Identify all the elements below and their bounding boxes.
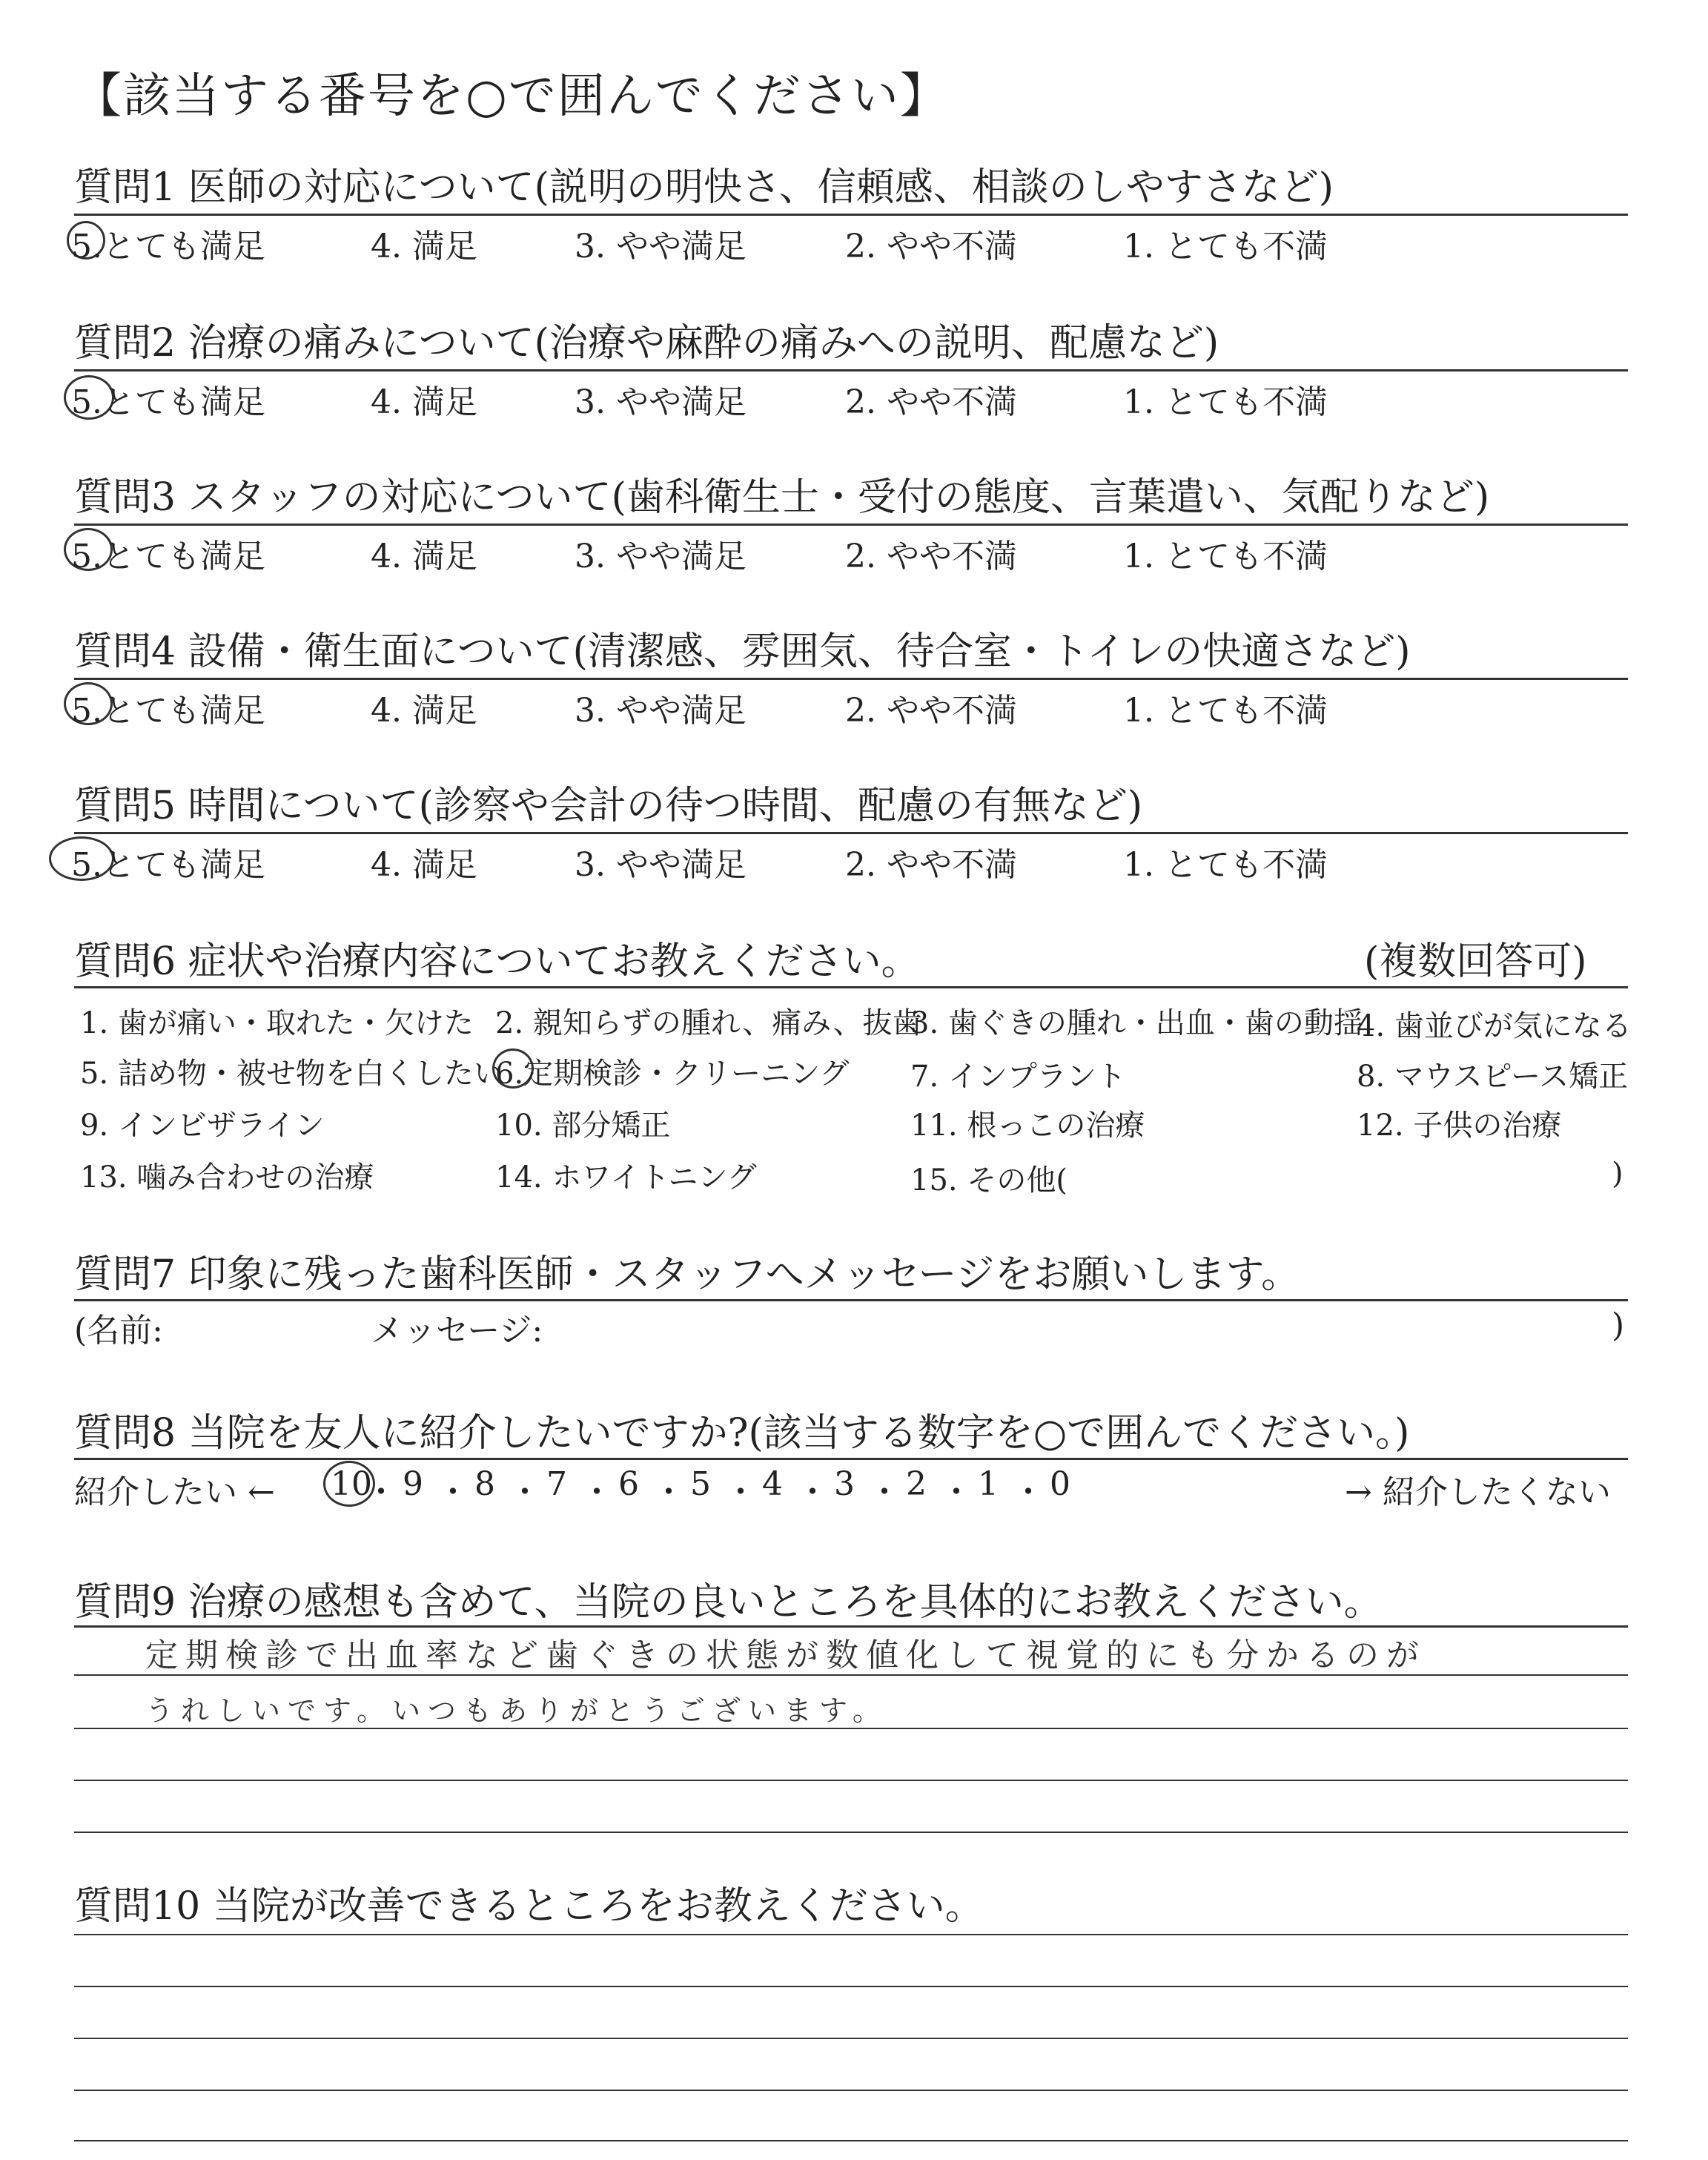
q6-item-3[interactable]: 3. 歯ぐきの腫れ・出血・歯の動揺 [910,1006,1363,1040]
name-field-label[interactable]: (名前: [74,1312,163,1350]
answer-line [74,2090,1628,2091]
q1-option-3[interactable]: 3. やや満足 [575,228,747,265]
answer-line [74,1934,1628,1935]
q6-item-9[interactable]: 9. インビザライン [80,1109,325,1143]
scale-separator: ・ [652,1473,685,1511]
scale-number-5[interactable]: 5 [690,1465,711,1503]
question-7: 質問7 印象に残った歯科医師・スタッフへメッセージをお願いします。 [74,1252,1300,1297]
q3-option-1[interactable]: 1. とても不満 [1123,538,1328,575]
question-10: 質問10 当院が改善できるところをお教えください。 [74,1884,984,1929]
q6-item-12[interactable]: 12. 子供の治療 [1357,1109,1562,1143]
q6-item-1[interactable]: 1. 歯が痛い・取れた・欠けた [80,1006,474,1040]
q6-item-13[interactable]: 13. 噛み合わせの治療 [80,1160,374,1195]
scale-separator: ・ [365,1473,397,1511]
answer-line [74,1728,1628,1729]
q3-option-3[interactable]: 3. やや満足 [575,538,747,575]
q4-option-4[interactable]: 4. 満足 [371,692,477,730]
q6-item-10[interactable]: 10. 部分矯正 [495,1109,671,1143]
q6-item-11[interactable]: 11. 根っこの治療 [910,1109,1145,1143]
q2-option-4[interactable]: 4. 満足 [371,383,477,421]
q4-option-5[interactable]: 5.とても満足 [71,692,265,730]
q3-option-4[interactable]: 4. 満足 [371,538,477,575]
q2-option-1[interactable]: 1. とても不満 [1123,383,1328,421]
recommendation-scale [331,1465,1346,1511]
q1-option-2[interactable]: 2. やや不満 [845,228,1017,265]
divider [74,832,1628,834]
q2-option-3[interactable]: 3. やや満足 [575,383,747,421]
q4-option-2[interactable]: 2. やや不満 [845,692,1017,730]
q6-item-4[interactable]: 4. 歯並びが気になる [1357,1009,1632,1043]
scale-number-8[interactable]: 8 [474,1465,495,1503]
divider [74,1458,1628,1460]
answer-line [74,1986,1628,1987]
scale-separator: ・ [868,1473,901,1511]
answer-line [74,1780,1628,1781]
scale-number-9[interactable]: 9 [403,1465,423,1503]
message-field-label[interactable]: メッセージ: [371,1312,543,1350]
scale-separator: ・ [724,1473,757,1511]
divider [74,678,1628,680]
scale-number-0[interactable]: 0 [1050,1465,1070,1503]
scale-number-2[interactable]: 2 [906,1465,927,1503]
scale-separator: ・ [437,1473,469,1511]
scale-separator: ・ [580,1473,613,1511]
scale-number-1[interactable]: 1 [978,1465,999,1503]
q1-option-4[interactable]: 4. 満足 [371,228,477,265]
handwritten-answer-line-1: 定期検診で出血率など歯ぐきの状態が数値化して視覚的にも分かるのが [145,1636,1426,1674]
question-8: 質問8 当院を友人に紹介したいですか?(該当する数字を○で囲んでください。) [74,1411,1410,1456]
q5-option-2[interactable]: 2. やや不満 [845,846,1017,884]
page-title: 【該当する番号を○で囲んでください】 [74,69,949,124]
q6-item-15[interactable]: 15. その他( [910,1163,1068,1198]
q4-option-3[interactable]: 3. やや満足 [575,692,747,730]
q6-item-2[interactable]: 2. 親知らずの腫れ、痛み、抜歯 [495,1006,922,1040]
q6-item-8[interactable]: 8. マウスピース矯正 [1357,1060,1629,1094]
handwritten-answer-line-2: うれしいです。いつもありがとうございます。 [145,1694,888,1727]
q6-item-14[interactable]: 14. ホワイトニング [495,1160,757,1195]
divider [74,369,1628,371]
q5-option-3[interactable]: 3. やや満足 [575,846,747,884]
question-1: 質問1 医師の対応について(説明の明快さ、信頼感、相談のしやすさなど) [74,165,1334,210]
q5-option-4[interactable]: 4. 満足 [371,846,477,884]
scale-left-label: 紹介したい ← [74,1473,275,1511]
q3-option-5[interactable]: 5.とても満足 [71,538,265,575]
question-2: 質問2 治療の痛みについて(治療や麻酔の痛みへの説明、配慮など) [74,321,1219,366]
scale-right-label: → 紹介したくない [1345,1473,1611,1511]
divider [74,986,1628,988]
q1-option-1[interactable]: 1. とても不満 [1123,228,1328,265]
q6-item-7[interactable]: 7. インプラント [910,1060,1126,1094]
question-4: 質問4 設備・衛生面について(清潔感、雰囲気、待合室・トイレの快適さなど) [74,630,1411,674]
scale-number-10[interactable]: 10 [331,1465,372,1503]
q6-item-5[interactable]: 5. 詰め物・被せ物を白くしたい [80,1057,503,1091]
q6-item-6[interactable]: 6.定期検診・クリーニング [495,1057,850,1091]
q3-option-2[interactable]: 2. やや不満 [845,538,1017,575]
question-9: 質問9 治療の感想も含めて、当院の良いところを具体的にお教えください。 [74,1580,1383,1625]
scale-number-4[interactable]: 4 [762,1465,783,1503]
q4-option-1[interactable]: 1. とても不満 [1123,692,1328,730]
scale-number-3[interactable]: 3 [834,1465,855,1503]
multiple-answers-note: (複数回答可) [1364,939,1587,984]
q5-option-1[interactable]: 1. とても不満 [1123,846,1328,884]
divider [74,524,1628,526]
message-close-paren: ) [1612,1307,1625,1344]
other-close-paren: ) [1612,1157,1623,1191]
q5-option-5[interactable]: 5.とても満足 [71,846,265,884]
answer-line [74,1625,1628,1628]
scale-number-6[interactable]: 6 [618,1465,639,1503]
scale-number-7[interactable]: 7 [546,1465,567,1503]
answer-line [74,1674,1628,1676]
question-6: 質問6 症状や治療内容についてお教えください。 [74,939,920,984]
scale-separator: ・ [509,1473,541,1511]
question-5: 質問5 時間について(診察や会計の待つ時間、配慮の有無など) [74,784,1143,828]
divider [74,1299,1628,1301]
scale-separator: ・ [940,1473,973,1511]
scale-separator: ・ [796,1473,829,1511]
question-3: 質問3 スタッフの対応について(歯科衛生士・受付の態度、言葉遣い、気配りなど) [74,475,1490,520]
scale-separator: ・ [1012,1473,1045,1511]
answer-line [74,1832,1628,1833]
q2-option-5[interactable]: 5.とても満足 [71,383,265,421]
answer-line [74,2140,1628,2141]
q2-option-2[interactable]: 2. やや不満 [845,383,1017,421]
divider [74,214,1628,216]
answer-line [74,2038,1628,2039]
q1-option-5[interactable]: 5.とても満足 [71,228,265,265]
